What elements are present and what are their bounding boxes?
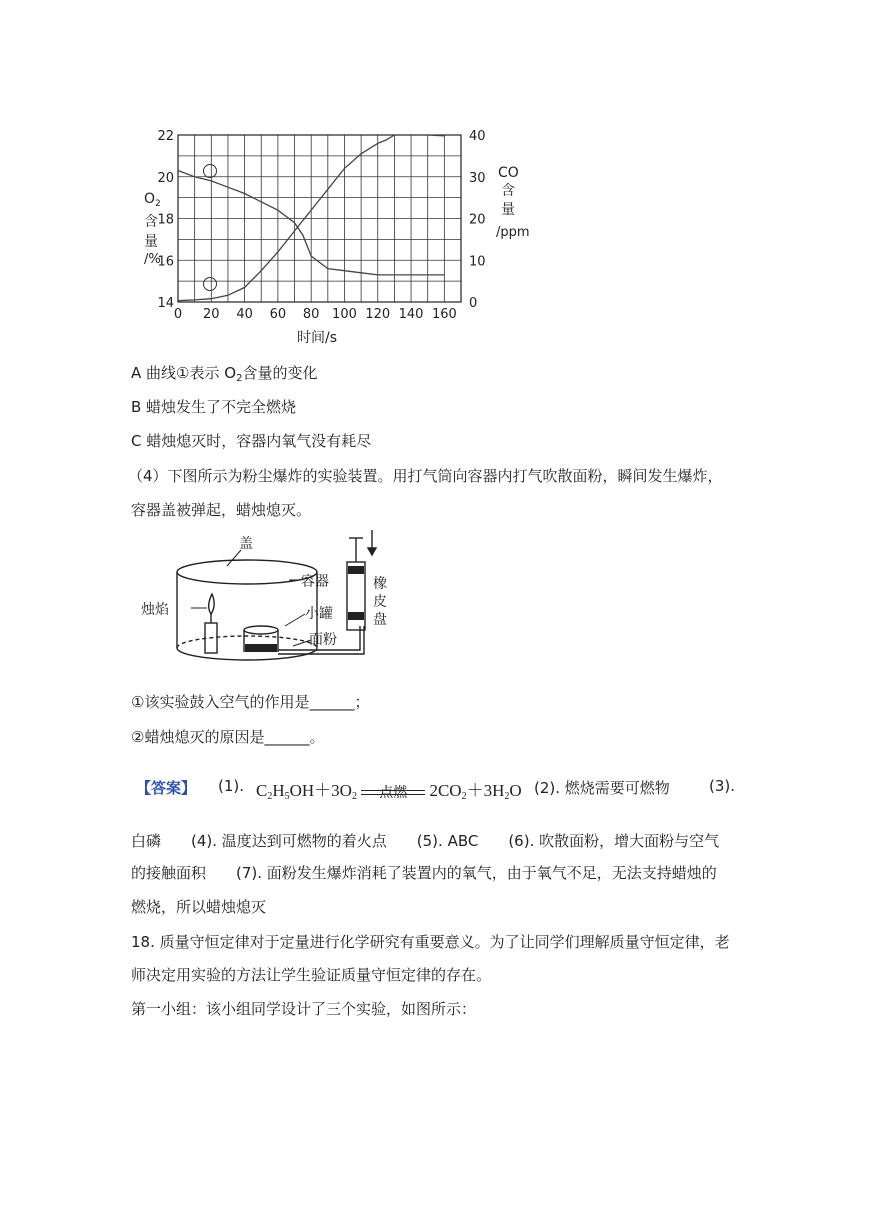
label-rubber-3: 盘 [373,612,387,628]
left-tick-labels [157,129,174,311]
left-tick-label: 16 [157,254,174,270]
chart-grid [178,135,461,302]
label-flame: 烛焰 [141,602,169,618]
right-tick-label: 10 [469,254,486,270]
x-tick-label: 20 [203,307,220,322]
ylabel-left-unit: /% [144,252,161,267]
x-tick-label: 140 [398,307,424,322]
left-tick-label: 20 [157,170,174,186]
x-tick-label: 60 [269,307,287,322]
q18-line2: 师决定用实验的方法让学生验证质量守恒定律的存在。 [131,966,492,984]
q18-line1: 18. 质量守恒定律对于定量进行化学研究有重要意义。为了让同学们理解质量守恒定律，老 [131,933,730,951]
ylabel-right-han: 含 [501,183,515,199]
answer-tag: 【答案】 [136,779,197,797]
answer-part3-label: (3). [709,777,736,795]
x-tick-label: 100 [332,307,357,322]
label-container: 容器 [301,574,329,590]
ylabel-left-liang: 量 [144,234,158,250]
right-tick-labels [469,129,486,311]
label-rubber-1: 橡 [373,576,387,592]
ylabel-right-unit: /ppm [496,225,530,240]
equation-condition: 点燃 [379,785,408,801]
label-flour: 面粉 [309,632,337,648]
o2-co-chart [130,115,530,350]
chemical-equation: $C_2H_5OH+3O_2$ 点燃 $2CO_2+3H_2O$ [256,781,522,802]
answer-line-2: 白磷 (4). 温度达到可燃物的着火点 (5). ABC (6). 吹散面粉，增大面粉与空气 [131,832,720,850]
curve-label-2 [204,278,217,291]
ylabel-right-liang: 量 [501,202,515,218]
curve-label-1 [204,165,217,178]
right-tick-label: 40 [469,129,486,144]
x-tick-label: 120 [365,307,391,322]
ylabel-left-o: $O_2$ [144,191,161,209]
label-can: 小罐 [305,606,333,622]
option-c: C 蜡烛熄灭时，容器内氧气没有耗尽 [131,432,372,450]
answer-line-3: 的接触面积 (7). 面粉发生爆炸消耗了装置内的氧气，由于氧气不足，无法支持蜡烛的 [131,864,717,882]
x-axis-label: 时间/s [296,330,338,346]
x-tick-label: 0 [173,307,183,322]
answer-line-4: 燃烧，所以蜡烛熄灭 [131,898,267,916]
left-tick-label: 18 [157,212,174,228]
right-tick-label: 20 [469,212,486,228]
right-tick-label: 0 [469,296,478,311]
ylabel-right-co: CO [498,165,519,181]
x-tick-label: 40 [236,307,253,322]
x-tick-label: 160 [431,307,457,322]
sub-question-1: ①该实验鼓入空气的作用是______； [131,693,370,711]
ylabel-left-han: 含 [144,214,158,230]
x-tick-labels [174,307,457,322]
left-tick-label: 22 [157,129,174,144]
answer-part2: (2). 燃烧需要可燃物 [534,779,670,797]
answer-line-1 [136,770,736,804]
label-lid: 盖 [239,536,253,552]
dust-explosion-apparatus [135,528,415,678]
x-tick-label: 80 [302,307,320,322]
q18-line3: 第一小组：该小组同学设计了三个实验，如图所示： [131,1000,477,1018]
q4-line2: 容器盖被弹起，蜡烛熄灭。 [131,501,312,519]
sub-question-2: ②蜡烛熄灭的原因是______。 [131,728,325,746]
left-tick-label: 14 [157,296,174,311]
option-a: A 曲线①表示 $O_2$含量的变化 [131,364,318,384]
q4-line1: （4）下图所示为粉尘爆炸的实验装置。用打气筒向容器内打气吹散面粉，瞬间发生爆炸， [128,467,723,485]
option-b: B 蜡烛发生了不完全燃烧 [131,398,297,416]
label-rubber-2: 皮 [373,594,387,610]
answer-part1-label: (1). [218,777,245,795]
right-tick-label: 30 [469,170,486,186]
